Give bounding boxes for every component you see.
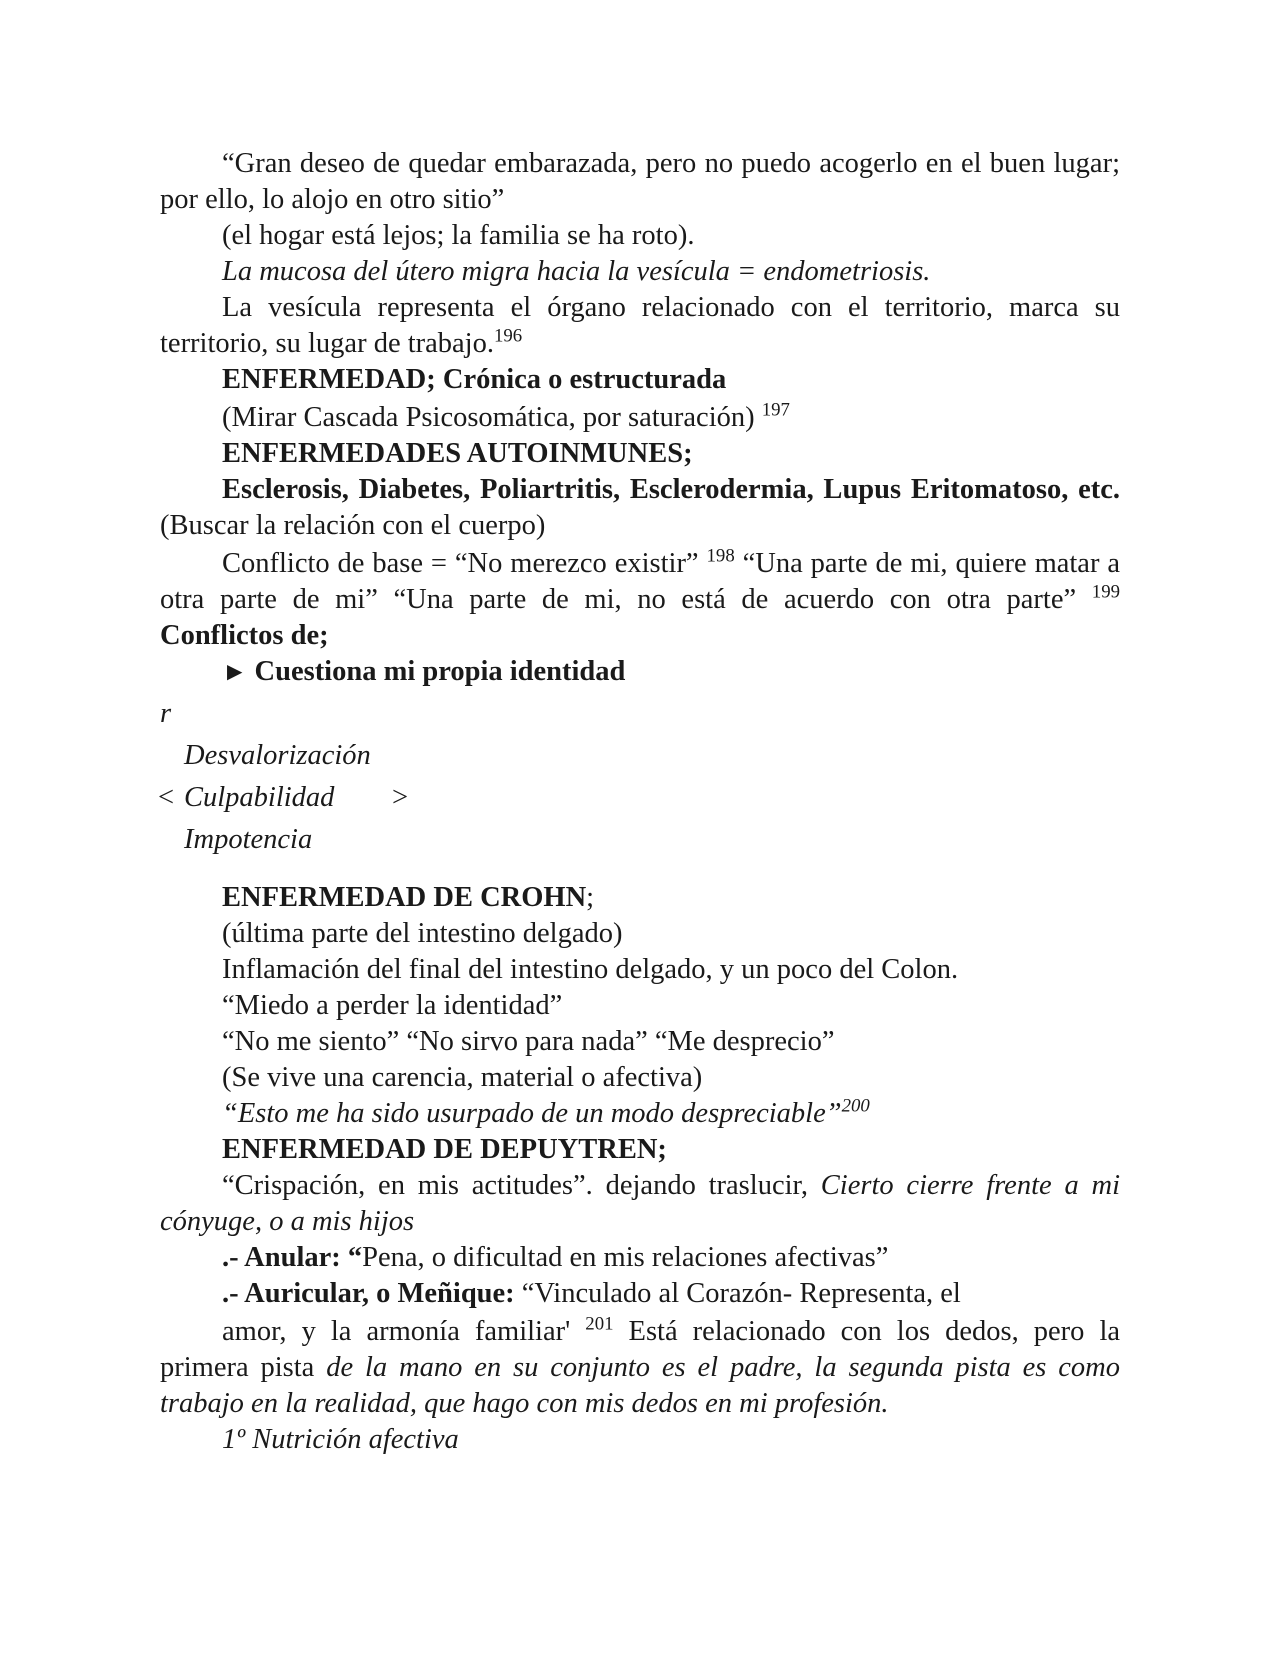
- paragraph-anular: .- Anular: “Pena, o dificultad en mis relaciones afectivas”: [222, 1242, 889, 1273]
- heading-autoinmunes: ENFERMEDADES AUTOINMUNES;: [222, 438, 693, 469]
- paragraph-autoinmunes-list: Esclerosis, Diabetes, Poliartritis, Esclerodermia, Lupus Eritomatoso, etc. (Buscar la relación con el cuerpo): [160, 474, 1120, 541]
- autoinmunes-list: Esclerosis, Diabetes, Poliartritis, Esclerodermia, Lupus Eritomatoso, etc.: [222, 474, 1120, 505]
- heading-enfermedad-cronica: ENFERMEDAD; Crónica o estructurada: [222, 364, 727, 395]
- paragraph-auricular: .- Auricular, o Meñique: “Vinculado al Corazón- Representa, el: [222, 1278, 961, 1309]
- heading-depuytren: ENFERMEDAD DE DEPUYTREN;: [222, 1134, 667, 1165]
- paragraph-usurpado: “Esto me ha sido usurpado de un modo despreciable”$^{200}$: [222, 1095, 870, 1129]
- paragraph-cascada: (Mirar Cascada Psicosomática, por saturación) $^{197}$: [222, 399, 790, 433]
- paragraph-nutricion: 1º Nutrición afectiva: [222, 1424, 459, 1455]
- bullet-identidad: ► Cuestiona mi propia identidad: [222, 656, 626, 687]
- heading-crohn: ENFERMEDAD DE CROHN;: [222, 882, 595, 913]
- paragraph-miedo: “Miedo a perder la identidad”: [222, 990, 563, 1021]
- paragraph-crispacion: “Crispación, en mis actitudes”. dejando traslucir, Cierto cierre frente a mi cónyuge, o a mis hijos: [160, 1170, 1121, 1237]
- paragraph-armonia: amor, y la armonía familiar' $^{201}$ Está relacionado con los dedos, pero la primera pista de la mano en su conjunto es el padre, la segunda pista es como trabajo en la realidad, que hago con mis dedos en mi profesión.: [160, 1313, 1121, 1419]
- paragraph-carencia: (Se vive una carencia, material o afectiva): [222, 1062, 703, 1093]
- diagram-impotencia: Impotencia: [184, 824, 313, 855]
- paragraph-intestino: (última parte del intestino delgado): [222, 918, 623, 949]
- paragraph-embarazada: “Gran deseo de quedar embarazada, pero no puedo acogerlo en el buen lugar; por ello, lo alojo en otro sitio”: [160, 148, 1120, 215]
- diagram-desvalorizacion: Desvalorización: [184, 740, 371, 771]
- conflictos-label: Conflictos de;: [160, 620, 329, 651]
- paragraph-no-me-siento: “No me siento” “No sirvo para nada” “Me desprecio”: [222, 1026, 835, 1057]
- footnote-ref-199[interactable]: 199: [1091, 581, 1120, 603]
- paragraph-inflamacion: Inflamación del final del intestino delgado, y un poco del Colon.: [222, 954, 959, 985]
- paragraph-endometriosis: La mucosa del útero migra hacia la vesícula = endometriosis.: [222, 256, 931, 287]
- footnote-ref-196[interactable]: 196: [493, 325, 523, 347]
- footnote-ref-197[interactable]: 197: [761, 399, 790, 421]
- footnote-ref-200[interactable]: 200: [841, 1095, 870, 1117]
- diagram-left-bracket: <: [158, 782, 175, 813]
- paragraph-vesicula: La vesícula representa el órgano relacionado con el territorio, marca su territorio, su lugar de trabajo.$^{196}$: [160, 292, 1120, 359]
- footnote-ref-198[interactable]: 198: [706, 545, 735, 567]
- diagram-r: r: [160, 698, 172, 729]
- diagram-culpabilidad: Culpabilidad: [184, 782, 335, 813]
- diagram-right-bracket: >: [392, 782, 409, 813]
- bullet-triangle-icon: ►: [222, 657, 248, 686]
- conflict-diagram: [152, 690, 1120, 880]
- paragraph-hogar: (el hogar está lejos; la familia se ha roto).: [222, 220, 695, 251]
- document-page: [160, 146, 1120, 1458]
- paragraph-conflicto-base: Conflicto de base = “No merezco existir” $^{198}$ “Una parte de mi, quiere matar a otra parte de mi” “Una parte de mi, no está de acuerdo con otra parte” $^{199}$ Conflictos de;: [160, 545, 1121, 651]
- footnote-ref-201[interactable]: 201: [585, 1313, 614, 1335]
